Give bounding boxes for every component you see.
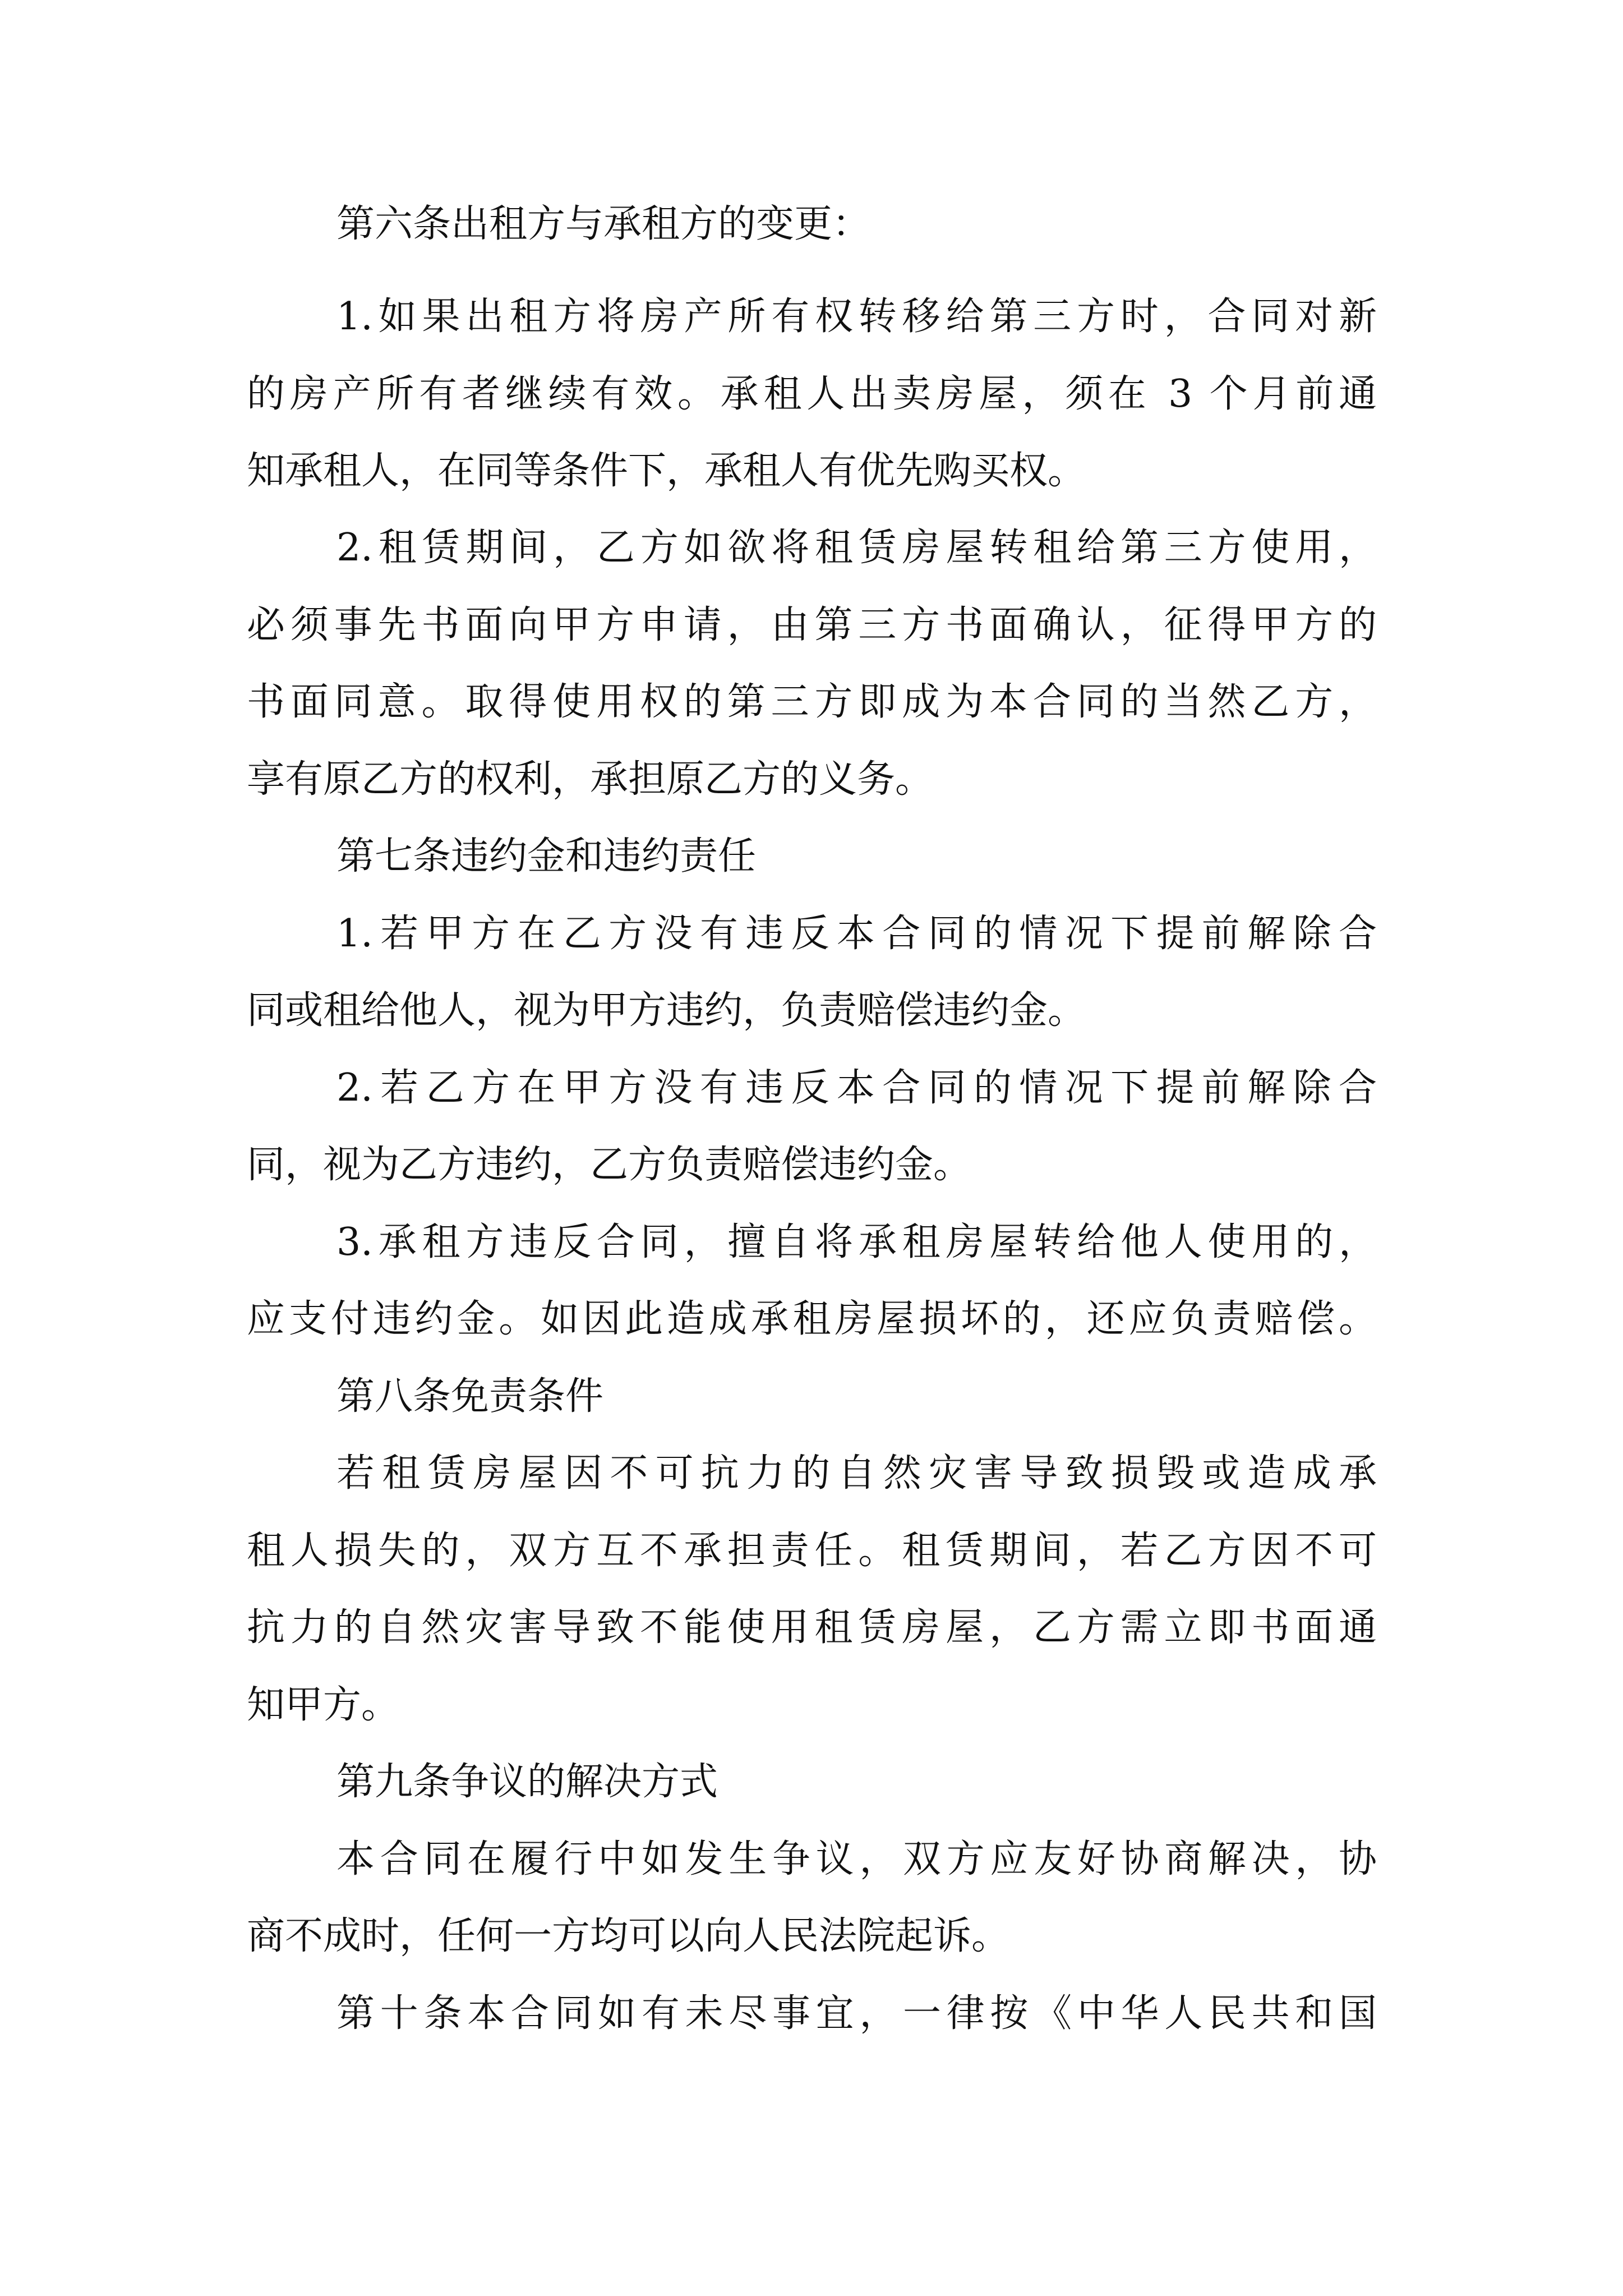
clause-9-body-line-1: 本合同在履行中如发生争议，双方应友好协商解决，协 xyxy=(336,1837,1377,1881)
clause-8-body-line-2: 租人损失的，双方互不承担责任。租赁期间，若乙方因不可 xyxy=(247,1529,1377,1573)
clause-8-body-line-1: 若租赁房屋因不可抗力的自然灾害导致损毁或造成承 xyxy=(336,1451,1377,1496)
clause-8-body-line-3: 抗力的自然灾害导致不能使用租赁房屋，乙方需立即书面通 xyxy=(247,1605,1377,1650)
clause-9-heading: 第九条争议的解决方式 xyxy=(336,1760,718,1804)
clause-7-item-1-line-1: 1.若甲方在乙方没有违反本合同的情况下提前解除合 xyxy=(336,912,1377,956)
clause-7-item-3-line-2: 应支付违约金。如因此造成承租房屋损坏的，还应负责赔偿。 xyxy=(247,1297,1377,1341)
clause-7-item-3-line-1: 3.承租方违反合同，擅自将承租房屋转给他人使用的， xyxy=(336,1220,1377,1264)
clause-7-heading: 第七条违约金和违约责任 xyxy=(336,834,757,878)
clause-6-item-1-line-3: 知承租人，在同等条件下，承租人有优先购买权。 xyxy=(247,449,1086,493)
clause-9-body-line-2: 商不成时，任何一方均可以向人民法院起诉。 xyxy=(247,1914,1010,1958)
clause-7-item-2-line-2: 同，视为乙方违约，乙方负责赔偿违约金。 xyxy=(247,1143,972,1187)
clause-10-line-1: 第十条本合同如有未尽事宜，一律按《中华人民共和国 xyxy=(336,1991,1377,2036)
clause-6-item-1-line-2: 的房产所有者继续有效。承租人出卖房屋，须在 3 个月前通 xyxy=(247,372,1377,416)
clause-6-item-2-line-2: 必须事先书面向甲方申请，由第三方书面确认，征得甲方的 xyxy=(247,603,1377,647)
clause-6-item-2-line-3: 书面同意。取得使用权的第三方即成为本合同的当然乙方， xyxy=(247,680,1377,724)
clause-6-item-1-line-1: 1.如果出租方将房产所有权转移给第三方时，合同对新 xyxy=(336,295,1377,339)
clause-6-heading: 第六条出租方与承租方的变更： xyxy=(336,202,871,246)
clause-8-heading: 第八条免责条件 xyxy=(336,1374,604,1419)
clause-7-item-2-line-1: 2.若乙方在甲方没有违反本合同的情况下提前解除合 xyxy=(336,1066,1377,1110)
clause-6-item-2-line-4: 享有原乙方的权利，承担原乙方的义务。 xyxy=(247,757,934,802)
clause-6-item-2-line-1: 2.租赁期间，乙方如欲将租赁房屋转租给第三方使用， xyxy=(336,526,1377,570)
clause-8-body-line-4: 知甲方。 xyxy=(247,1683,400,1727)
clause-7-item-1-line-2: 同或租给他人，视为甲方违约，负责赔偿违约金。 xyxy=(247,988,1086,1033)
